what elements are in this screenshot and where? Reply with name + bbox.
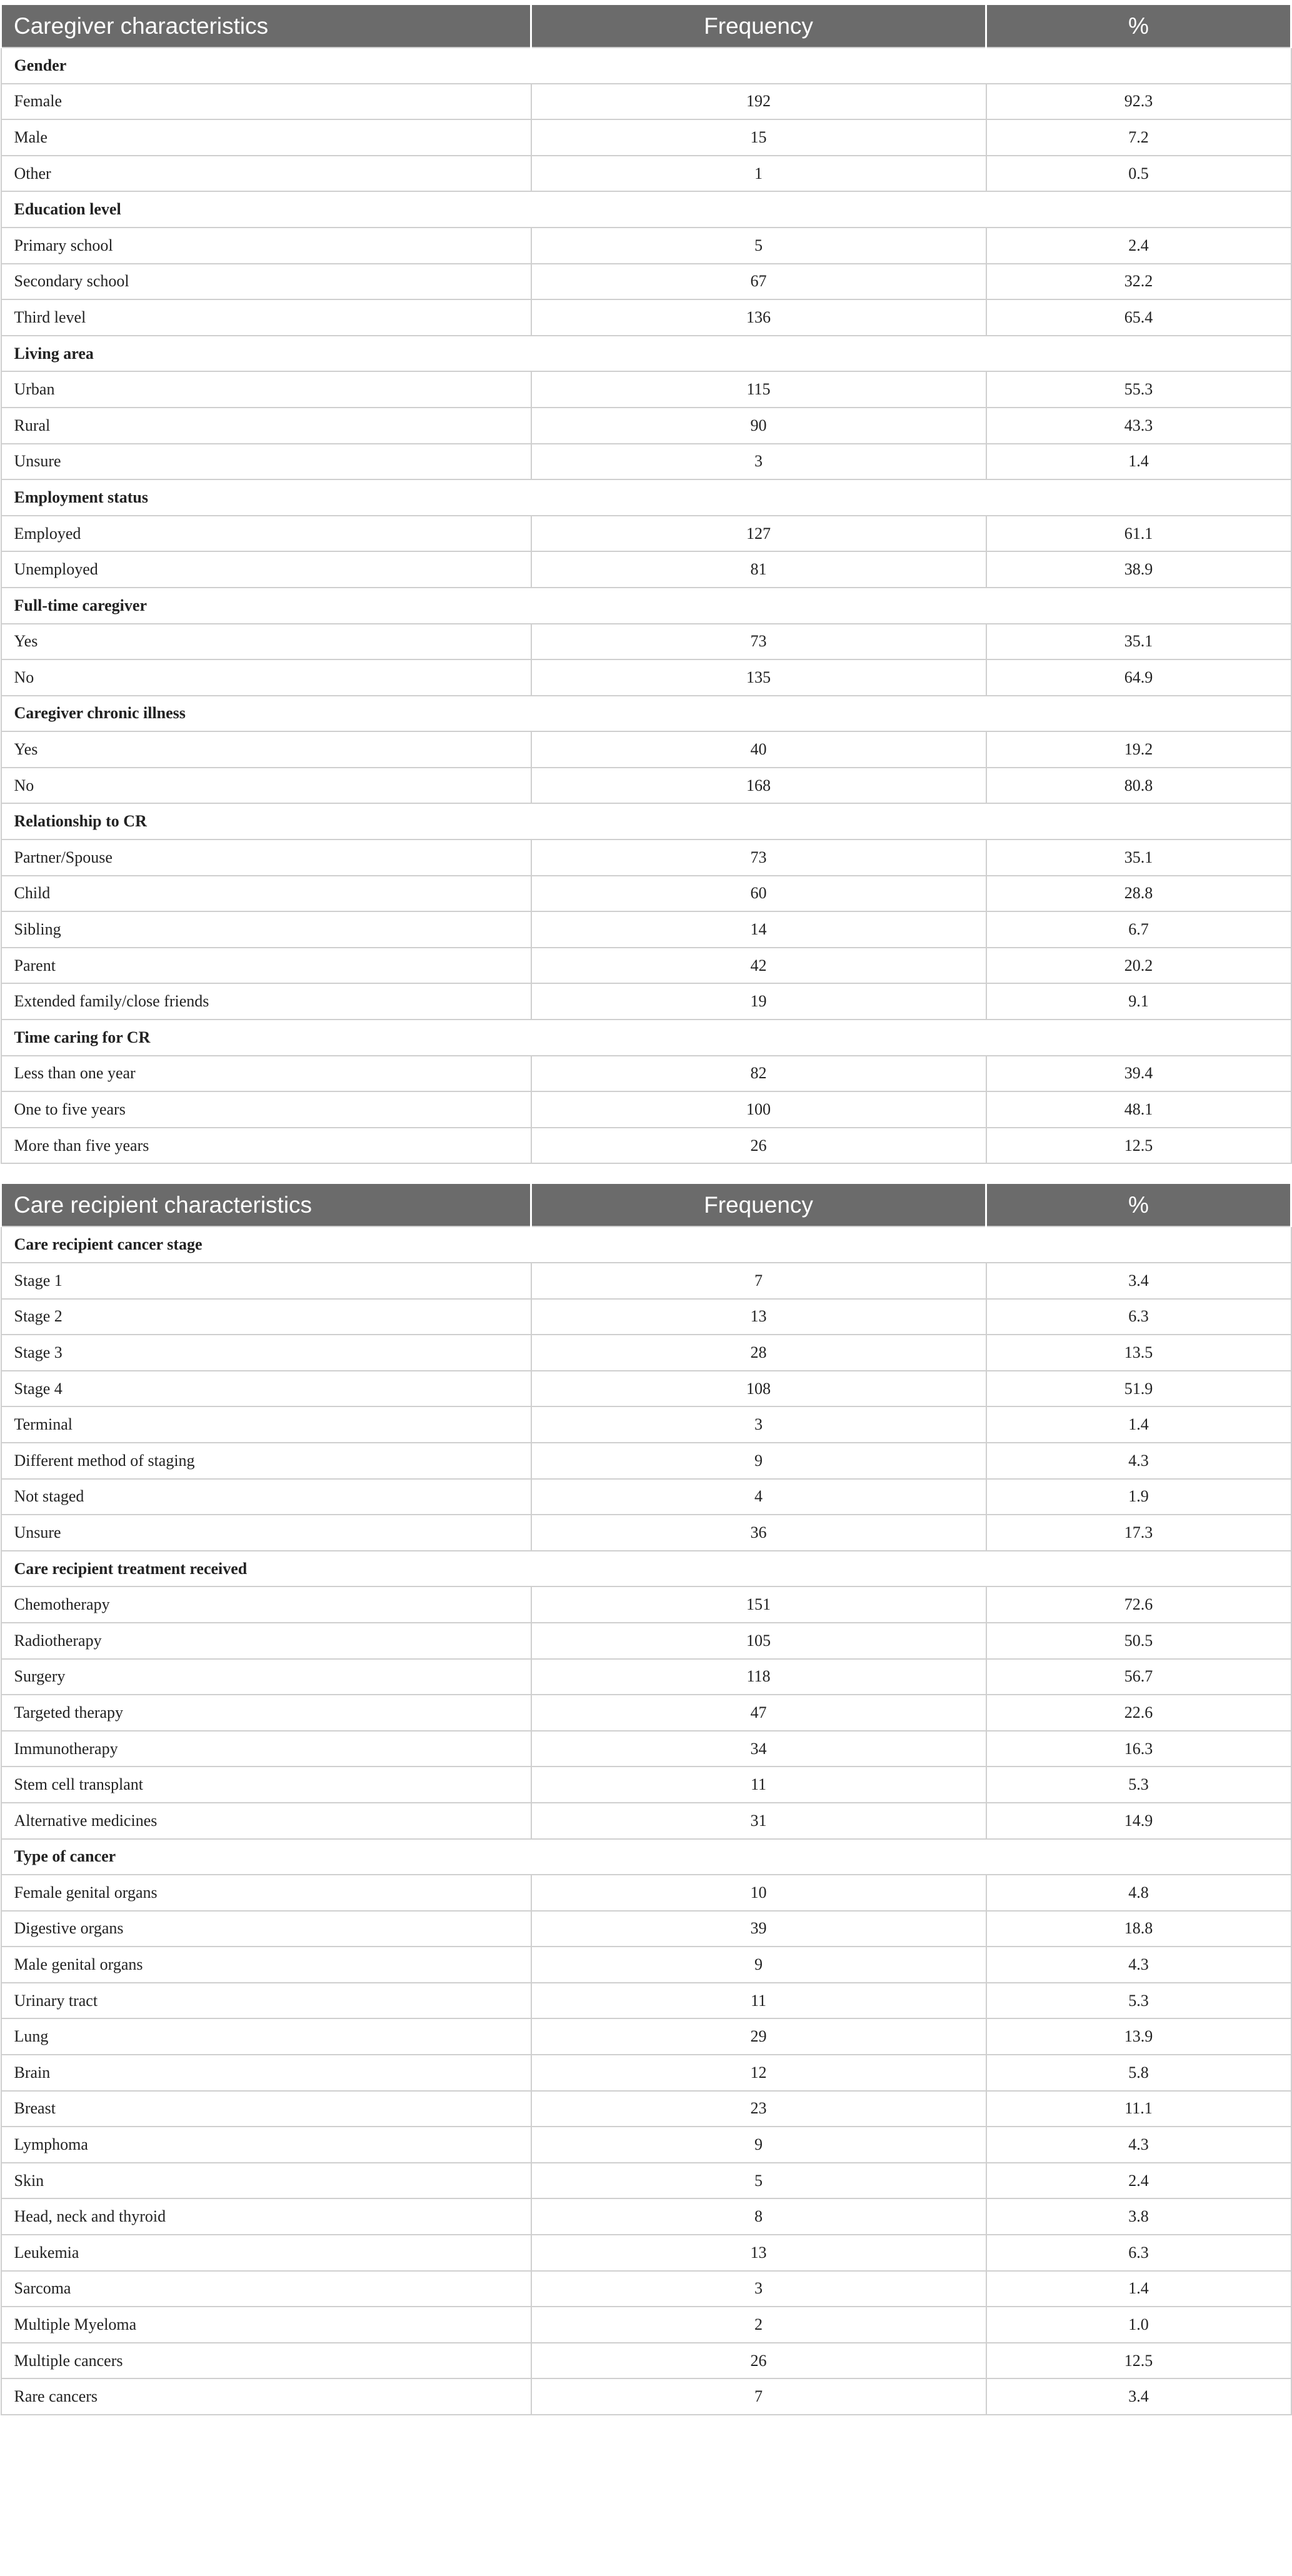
row-frequency: 26 <box>531 2343 986 2379</box>
row-percent: 4.3 <box>986 1443 1291 1479</box>
row-label: Employed <box>1 516 531 552</box>
row-label: Sibling <box>1 911 531 948</box>
row-percent: 48.1 <box>986 1091 1291 1128</box>
group-header-row <box>1 48 1291 84</box>
row-percent: 4.8 <box>986 1875 1291 1911</box>
table-row <box>1 1767 1291 1803</box>
row-label: Leukemia <box>1 2235 531 2271</box>
row-percent: 5.8 <box>986 2055 1291 2091</box>
table-row <box>1 2271 1291 2307</box>
row-percent: 13.9 <box>986 2018 1291 2055</box>
row-percent: 61.1 <box>986 516 1291 552</box>
row-frequency: 12 <box>531 2055 986 2091</box>
row-percent: 32.2 <box>986 264 1291 300</box>
row-label: Multiple Myeloma <box>1 2307 531 2343</box>
row-percent: 1.0 <box>986 2307 1291 2343</box>
row-frequency: 151 <box>531 1586 986 1623</box>
group-header-row <box>1 191 1291 228</box>
table-row <box>1 2198 1291 2235</box>
row-frequency: 13 <box>531 2235 986 2271</box>
row-label: Stage 2 <box>1 1299 531 1335</box>
row-percent: 50.5 <box>986 1623 1291 1659</box>
row-label: Alternative medicines <box>1 1803 531 1839</box>
table-row <box>1 624 1291 660</box>
row-frequency: 13 <box>531 1299 986 1335</box>
table-row <box>1 2163 1291 2199</box>
table-row <box>1 299 1291 336</box>
table-row <box>1 2343 1291 2379</box>
row-frequency: 34 <box>531 1731 986 1767</box>
row-percent: 22.6 <box>986 1695 1291 1731</box>
table-row <box>1 1803 1291 1839</box>
row-percent: 1.9 <box>986 1479 1291 1515</box>
table-row <box>1 1443 1291 1479</box>
table-row <box>1 1371 1291 1407</box>
row-frequency: 7 <box>531 1263 986 1299</box>
row-label: Sarcoma <box>1 2271 531 2307</box>
table-row <box>1 1128 1291 1164</box>
table-row <box>1 551 1291 588</box>
row-label: Other <box>1 156 531 192</box>
row-percent: 35.1 <box>986 624 1291 660</box>
row-frequency: 8 <box>531 2198 986 2235</box>
care-recipient-table-body <box>1 1226 1291 2415</box>
table-row <box>1 228 1291 264</box>
row-label: Chemotherapy <box>1 1586 531 1623</box>
row-frequency: 9 <box>531 1443 986 1479</box>
row-percent: 6.3 <box>986 2235 1291 2271</box>
group-title: Gender <box>1 48 1291 84</box>
row-percent: 1.4 <box>986 2271 1291 2307</box>
row-percent: 6.3 <box>986 1299 1291 1335</box>
table-row <box>1 1623 1291 1659</box>
row-label: Lymphoma <box>1 2127 531 2163</box>
header-frequency: Frequency <box>531 1184 986 1226</box>
row-percent: 72.6 <box>986 1586 1291 1623</box>
row-label: Lung <box>1 2018 531 2055</box>
row-percent: 4.3 <box>986 1947 1291 1983</box>
row-percent: 6.7 <box>986 911 1291 948</box>
table-row <box>1 516 1291 552</box>
row-frequency: 90 <box>531 408 986 444</box>
row-percent: 14.9 <box>986 1803 1291 1839</box>
row-frequency: 5 <box>531 2163 986 2199</box>
row-frequency: 11 <box>531 1767 986 1803</box>
caregiver-table-body <box>1 48 1291 1163</box>
care-recipient-table <box>0 1184 1292 2415</box>
row-label: Unemployed <box>1 551 531 588</box>
row-percent: 1.4 <box>986 444 1291 480</box>
group-title: Full-time caregiver <box>1 588 1291 624</box>
row-frequency: 81 <box>531 551 986 588</box>
row-percent: 9.1 <box>986 983 1291 1020</box>
row-label: Multiple cancers <box>1 2343 531 2379</box>
row-label: Breast <box>1 2091 531 2127</box>
row-label: Head, neck and thyroid <box>1 2198 531 2235</box>
table-row <box>1 731 1291 768</box>
table-row <box>1 84 1291 120</box>
row-label: Terminal <box>1 1406 531 1443</box>
row-label: Third level <box>1 299 531 336</box>
table-row <box>1 371 1291 408</box>
header-frequency: Frequency <box>531 5 986 48</box>
row-frequency: 26 <box>531 1128 986 1164</box>
row-frequency: 4 <box>531 1479 986 1515</box>
row-percent: 3.8 <box>986 2198 1291 2235</box>
table-row <box>1 1983 1291 2019</box>
group-header-row <box>1 588 1291 624</box>
row-frequency: 100 <box>531 1091 986 1128</box>
row-label: Male <box>1 119 531 156</box>
group-title: Care recipient treatment received <box>1 1551 1291 1587</box>
row-frequency: 73 <box>531 839 986 876</box>
row-frequency: 23 <box>531 2091 986 2127</box>
table-row <box>1 2055 1291 2091</box>
group-title: Time caring for CR <box>1 1020 1291 1056</box>
row-percent: 5.3 <box>986 1767 1291 1803</box>
group-title: Living area <box>1 336 1291 372</box>
row-label: Less than one year <box>1 1056 531 1092</box>
row-label: Urinary tract <box>1 1983 531 2019</box>
row-percent: 12.5 <box>986 1128 1291 1164</box>
table-row <box>1 1299 1291 1335</box>
row-percent: 39.4 <box>986 1056 1291 1092</box>
row-frequency: 47 <box>531 1695 986 1731</box>
row-frequency: 7 <box>531 2378 986 2415</box>
row-label: Digestive organs <box>1 1911 531 1947</box>
table-row <box>1 1911 1291 1947</box>
row-percent: 11.1 <box>986 2091 1291 2127</box>
row-frequency: 135 <box>531 659 986 696</box>
row-frequency: 14 <box>531 911 986 948</box>
row-percent: 3.4 <box>986 2378 1291 2415</box>
row-frequency: 3 <box>531 444 986 480</box>
group-header-row <box>1 803 1291 839</box>
row-label: Child <box>1 876 531 912</box>
group-header-row <box>1 696 1291 732</box>
row-frequency: 5 <box>531 228 986 264</box>
group-title: Type of cancer <box>1 1839 1291 1875</box>
row-percent: 17.3 <box>986 1515 1291 1551</box>
row-frequency: 40 <box>531 731 986 768</box>
row-label: Unsure <box>1 444 531 480</box>
table-row <box>1 1875 1291 1911</box>
row-frequency: 11 <box>531 1983 986 2019</box>
table-row <box>1 1515 1291 1551</box>
row-label: Skin <box>1 2163 531 2199</box>
row-label: Yes <box>1 624 531 660</box>
row-frequency: 10 <box>531 1875 986 1911</box>
row-percent: 20.2 <box>986 948 1291 984</box>
table-row <box>1 1479 1291 1515</box>
row-label: Female <box>1 84 531 120</box>
row-label: Rural <box>1 408 531 444</box>
row-percent: 2.4 <box>986 2163 1291 2199</box>
row-label: Targeted therapy <box>1 1695 531 1731</box>
group-title: Employment status <box>1 479 1291 516</box>
row-label: Extended family/close friends <box>1 983 531 1020</box>
row-frequency: 9 <box>531 1947 986 1983</box>
table-row <box>1 1091 1291 1128</box>
group-header-row <box>1 1551 1291 1587</box>
row-label: Radiotherapy <box>1 1623 531 1659</box>
caregiver-table <box>0 5 1292 1164</box>
row-frequency: 1 <box>531 156 986 192</box>
table-row <box>1 768 1291 804</box>
row-frequency: 3 <box>531 2271 986 2307</box>
table-row <box>1 948 1291 984</box>
table-row <box>1 911 1291 948</box>
row-percent: 80.8 <box>986 768 1291 804</box>
row-label: Immunotherapy <box>1 1731 531 1767</box>
row-percent: 12.5 <box>986 2343 1291 2379</box>
row-percent: 5.3 <box>986 1983 1291 2019</box>
group-title: Relationship to CR <box>1 803 1291 839</box>
row-percent: 1.4 <box>986 1406 1291 1443</box>
row-percent: 4.3 <box>986 2127 1291 2163</box>
row-percent: 7.2 <box>986 119 1291 156</box>
header-characteristics: Care recipient characteristics <box>1 1184 531 1226</box>
row-percent: 0.5 <box>986 156 1291 192</box>
table-header-row <box>1 1184 1291 1226</box>
row-label: Surgery <box>1 1659 531 1695</box>
row-frequency: 28 <box>531 1335 986 1371</box>
row-frequency: 115 <box>531 371 986 408</box>
table-row <box>1 1731 1291 1767</box>
row-label: Parent <box>1 948 531 984</box>
row-frequency: 192 <box>531 84 986 120</box>
row-frequency: 168 <box>531 768 986 804</box>
row-percent: 56.7 <box>986 1659 1291 1695</box>
table-row <box>1 1263 1291 1299</box>
row-frequency: 73 <box>531 624 986 660</box>
row-frequency: 36 <box>531 1515 986 1551</box>
group-header-row <box>1 1020 1291 1056</box>
group-title: Care recipient cancer stage <box>1 1226 1291 1263</box>
row-percent: 51.9 <box>986 1371 1291 1407</box>
row-frequency: 19 <box>531 983 986 1020</box>
row-label: Different method of staging <box>1 1443 531 1479</box>
row-frequency: 108 <box>531 1371 986 1407</box>
group-title: Caregiver chronic illness <box>1 696 1291 732</box>
row-label: Male genital organs <box>1 1947 531 1983</box>
row-label: Primary school <box>1 228 531 264</box>
row-frequency: 136 <box>531 299 986 336</box>
table-row <box>1 1586 1291 1623</box>
row-label: Not staged <box>1 1479 531 1515</box>
table-row <box>1 659 1291 696</box>
row-frequency: 82 <box>531 1056 986 1092</box>
table-row <box>1 1406 1291 1443</box>
row-frequency: 3 <box>531 1406 986 1443</box>
row-label: Stem cell transplant <box>1 1767 531 1803</box>
table-row <box>1 264 1291 300</box>
row-percent: 65.4 <box>986 299 1291 336</box>
row-frequency: 105 <box>531 1623 986 1659</box>
row-percent: 16.3 <box>986 1731 1291 1767</box>
table-row <box>1 1659 1291 1695</box>
table-row <box>1 1335 1291 1371</box>
row-percent: 64.9 <box>986 659 1291 696</box>
row-percent: 3.4 <box>986 1263 1291 1299</box>
row-label: Stage 3 <box>1 1335 531 1371</box>
row-frequency: 118 <box>531 1659 986 1695</box>
table-header-row <box>1 5 1291 48</box>
row-label: Yes <box>1 731 531 768</box>
table-row <box>1 2307 1291 2343</box>
table-row <box>1 839 1291 876</box>
row-label: Stage 1 <box>1 1263 531 1299</box>
row-frequency: 127 <box>531 516 986 552</box>
row-label: Unsure <box>1 1515 531 1551</box>
group-title: Education level <box>1 191 1291 228</box>
row-percent: 19.2 <box>986 731 1291 768</box>
table-row <box>1 1056 1291 1092</box>
table-row <box>1 408 1291 444</box>
row-frequency: 15 <box>531 119 986 156</box>
header-percent: % <box>986 1184 1291 1226</box>
row-frequency: 39 <box>531 1911 986 1947</box>
table-row <box>1 444 1291 480</box>
group-header-row <box>1 1839 1291 1875</box>
table-row <box>1 983 1291 1020</box>
table-row <box>1 2235 1291 2271</box>
row-percent: 2.4 <box>986 228 1291 264</box>
row-frequency: 29 <box>531 2018 986 2055</box>
row-label: One to five years <box>1 1091 531 1128</box>
table-row <box>1 2127 1291 2163</box>
row-percent: 18.8 <box>986 1911 1291 1947</box>
table-row <box>1 2018 1291 2055</box>
header-characteristics: Caregiver characteristics <box>1 5 531 48</box>
row-percent: 38.9 <box>986 551 1291 588</box>
row-label: No <box>1 659 531 696</box>
table-row <box>1 1695 1291 1731</box>
row-label: Secondary school <box>1 264 531 300</box>
row-percent: 28.8 <box>986 876 1291 912</box>
row-frequency: 2 <box>531 2307 986 2343</box>
header-percent: % <box>986 5 1291 48</box>
row-percent: 55.3 <box>986 371 1291 408</box>
table-row <box>1 156 1291 192</box>
row-frequency: 60 <box>531 876 986 912</box>
row-percent: 35.1 <box>986 839 1291 876</box>
row-percent: 13.5 <box>986 1335 1291 1371</box>
group-header-row <box>1 336 1291 372</box>
row-percent: 92.3 <box>986 84 1291 120</box>
table-row <box>1 2378 1291 2415</box>
table-row <box>1 2091 1291 2127</box>
table-row <box>1 1947 1291 1983</box>
table-row <box>1 119 1291 156</box>
row-frequency: 67 <box>531 264 986 300</box>
row-frequency: 42 <box>531 948 986 984</box>
row-frequency: 9 <box>531 2127 986 2163</box>
row-label: Female genital organs <box>1 1875 531 1911</box>
row-label: No <box>1 768 531 804</box>
document <box>0 5 1290 2415</box>
row-label: Rare cancers <box>1 2378 531 2415</box>
table-row <box>1 876 1291 912</box>
row-percent: 43.3 <box>986 408 1291 444</box>
row-label: Urban <box>1 371 531 408</box>
row-label: Brain <box>1 2055 531 2091</box>
row-label: Stage 4 <box>1 1371 531 1407</box>
row-frequency: 31 <box>531 1803 986 1839</box>
group-header-row <box>1 479 1291 516</box>
group-header-row <box>1 1226 1291 1263</box>
row-label: Partner/Spouse <box>1 839 531 876</box>
row-label: More than five years <box>1 1128 531 1164</box>
